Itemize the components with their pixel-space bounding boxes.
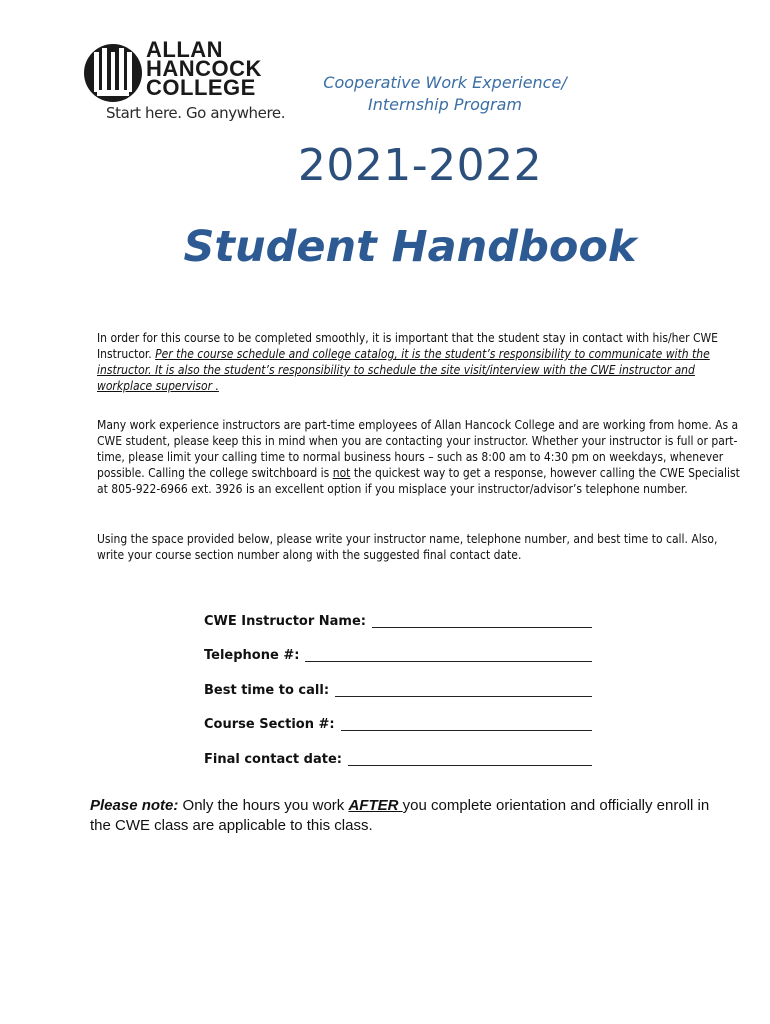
- page-title: Student Handbook: [183, 222, 637, 272]
- best-time-input[interactable]: [335, 682, 592, 697]
- paragraph-text: the quickest way to get a response, however calling the CWE Specialist at 805-922-6966 ext. 3926 is an excellent option if you misplace your instructor/advisor’s telephone number.: [97, 466, 740, 496]
- logo-word: ALLAN: [146, 37, 224, 62]
- field-label: Course Section #:: [204, 717, 335, 732]
- course-section-input[interactable]: [341, 716, 592, 731]
- note-emphasis: AFTER: [348, 797, 403, 814]
- college-emblem-icon: [82, 42, 144, 104]
- logo-word: HANCOCK: [146, 56, 262, 81]
- academic-year: 2021-2022: [297, 140, 543, 191]
- note-text: you complete orientation and officially enroll in the CWE class are applicable to this class.: [90, 797, 710, 834]
- paragraph-text: In order for this course to be completed smoothly, it is important that the student stay in contact with his/her CWE Instructor.: [97, 331, 718, 361]
- logo-tagline: Start here. Go anywhere.: [106, 104, 286, 122]
- field-label: Best time to call:: [204, 682, 330, 698]
- program-line: Internship Program: [368, 95, 522, 114]
- telephone-field: [204, 633, 604, 668]
- course-section-field: [204, 702, 604, 737]
- logo-wordmark: [146, 37, 262, 100]
- instructor-name-field: [204, 598, 604, 633]
- paragraph-text: Many work experience instructors are part-time employees of Allan Hancock College and are working from home. As a CWE student, please keep this in mind when you are contacting your instructor. Whether your instructor is full or part-time, please limit your calling time to normal business hours – such as 8:00 am to 4:30 pm on weekdays, whenever possible. Calling the college switchboard is: [97, 418, 739, 480]
- college-logo: [82, 37, 292, 124]
- program-line: Cooperative Work Experience/: [323, 73, 567, 92]
- best-time-field: [204, 667, 604, 702]
- paragraph-text: Using the space provided below, please write your instructor name, telephone number, and best time to call. Also, write your course section number along with the suggested final contact date.: [97, 532, 718, 562]
- contact-responsibility-paragraph: [97, 330, 747, 394]
- emphasis-not: not: [332, 466, 351, 480]
- note-lead: Please note:: [90, 797, 179, 814]
- field-label: Final contact date:: [204, 751, 342, 767]
- contact-form: [204, 598, 604, 771]
- instructions-paragraph: [97, 531, 747, 563]
- logo-word: COLLEGE: [146, 75, 256, 100]
- note-text: Only the hours you work: [178, 797, 349, 814]
- field-label: Telephone #:: [204, 648, 300, 663]
- telephone-input[interactable]: [305, 647, 592, 662]
- field-label: CWE Instructor Name:: [204, 613, 366, 629]
- program-name: [300, 72, 590, 116]
- instructor-availability-paragraph: [97, 417, 747, 497]
- final-contact-date-input[interactable]: [348, 751, 592, 766]
- responsibility-text: Per the course schedule and college catalog, it is the student’s responsibility to communicate with the instructor. It is also the student’s responsibility to schedule the site visit/interview with the CWE instructor and workplace supervisor .: [97, 347, 710, 393]
- instructor-name-input[interactable]: [372, 613, 592, 628]
- please-note: [90, 796, 730, 836]
- final-contact-date-field: [204, 736, 604, 771]
